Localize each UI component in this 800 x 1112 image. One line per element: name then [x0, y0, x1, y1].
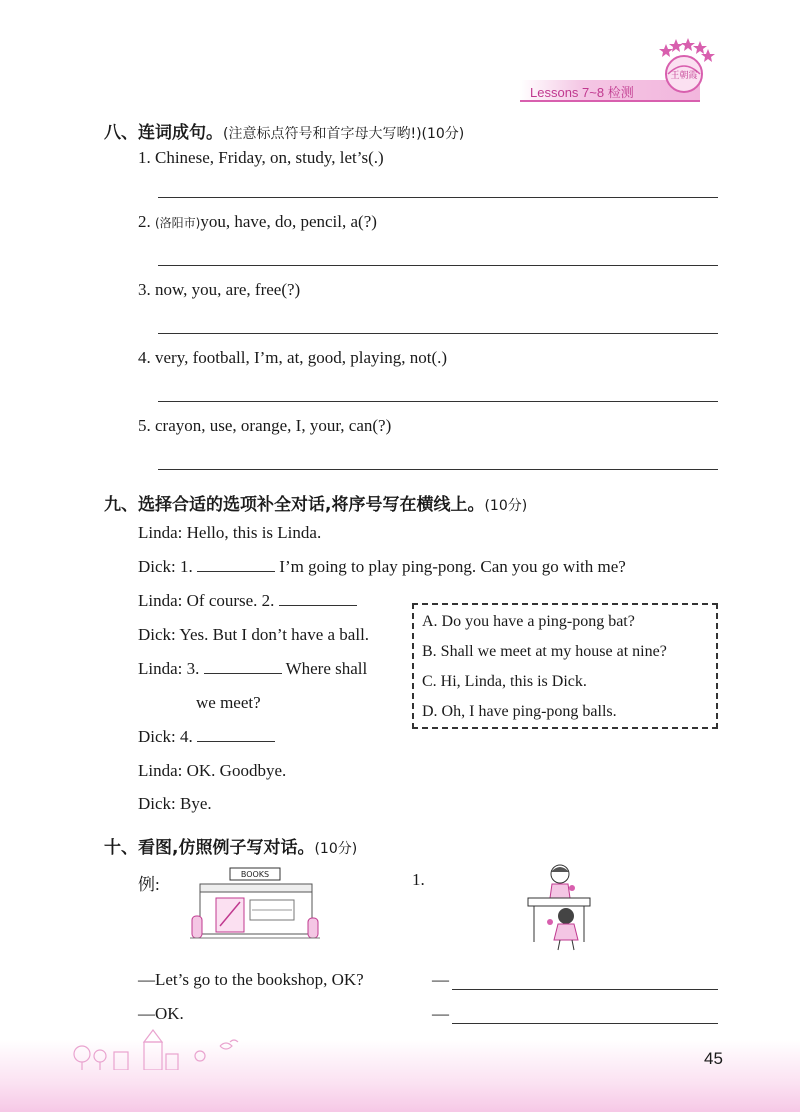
question-8-2: 2. (洛阳市)you, have, do, pencil, a(?)	[138, 212, 377, 231]
section-10-title: 十、看图,仿照例子写对话。(10分)	[104, 838, 358, 858]
option-c: C. Hi, Linda, this is Dick.	[422, 673, 587, 690]
answer-line-8-4[interactable]	[158, 401, 718, 402]
option-d: D. Oh, I have ping-pong balls.	[422, 703, 617, 720]
answer-line-8-1[interactable]	[158, 197, 718, 198]
blank-1[interactable]	[197, 557, 275, 572]
ping-pong-picture-icon	[524, 862, 594, 954]
city-label: (洛阳市)	[155, 216, 201, 230]
options-box	[412, 603, 718, 729]
question-8-3: 3. now, you, are, free(?)	[138, 280, 301, 299]
question-8-4: 4. very, football, I’m, at, good, playing, not(.)	[138, 348, 448, 367]
question-8-1: 1. Chinese, Friday, on, study, let’s(.)	[138, 148, 384, 167]
section-9-title: 九、选择合适的选项补全对话,将序号写在横线上。(10分)	[104, 495, 528, 515]
answer-line-8-5[interactable]	[158, 469, 718, 470]
blank-4[interactable]	[197, 727, 275, 742]
option-b: B. Shall we meet at my house at nine?	[422, 643, 667, 660]
logo-text: 王朝霞	[670, 71, 698, 81]
dialogue-line-5-cont: we meet?	[196, 693, 261, 712]
shop-sign: BOOKS	[240, 870, 270, 879]
answer-line-8-2[interactable]	[158, 265, 718, 266]
footer-decoration-icon	[70, 1026, 250, 1070]
blank-3[interactable]	[204, 659, 282, 674]
option-a: A. Do you have a ping-pong bat?	[422, 613, 635, 630]
dialogue-line-4: Dick: Yes. But I don’t have a ball.	[138, 625, 370, 644]
bookshop-picture-icon	[190, 866, 320, 944]
example-label: 例:	[138, 875, 160, 894]
dialogue-line-3: Linda: Of course. 2.	[138, 591, 357, 611]
page-number: 45	[704, 1049, 723, 1068]
brand-logo-icon	[652, 34, 716, 98]
answer-dash-2: —	[432, 1004, 449, 1023]
example-question: —Let’s go to the bookshop, OK?	[138, 970, 364, 989]
dialogue-line-2: Dick: 1. I’m going to play ping-pong. Can you go with me?	[138, 557, 626, 576]
answer-dash-1: —	[432, 970, 449, 989]
blank-2[interactable]	[279, 591, 357, 606]
lesson-label: Lessons 7~8 检测	[530, 85, 634, 100]
dialogue-line-6: Dick: 4.	[138, 727, 275, 747]
question-8-5: 5. crayon, use, orange, I, your, can(?)	[138, 416, 392, 435]
example-answer: —OK.	[138, 1004, 184, 1023]
answer-line-8-3[interactable]	[158, 333, 718, 334]
section-8-title: 八、连词成句。(注意标点符号和首字母大写哟!)(10分)	[104, 123, 465, 143]
item-1-label: 1.	[412, 870, 425, 889]
answer-line-10-2[interactable]	[452, 1023, 718, 1024]
dialogue-line-1: Linda: Hello, this is Linda.	[138, 523, 322, 542]
answer-line-10-1[interactable]	[452, 989, 718, 990]
dialogue-line-8: Dick: Bye.	[138, 794, 212, 813]
dialogue-line-7: Linda: OK. Goodbye.	[138, 761, 287, 780]
dialogue-line-5: Linda: 3. Where shall	[138, 659, 368, 678]
